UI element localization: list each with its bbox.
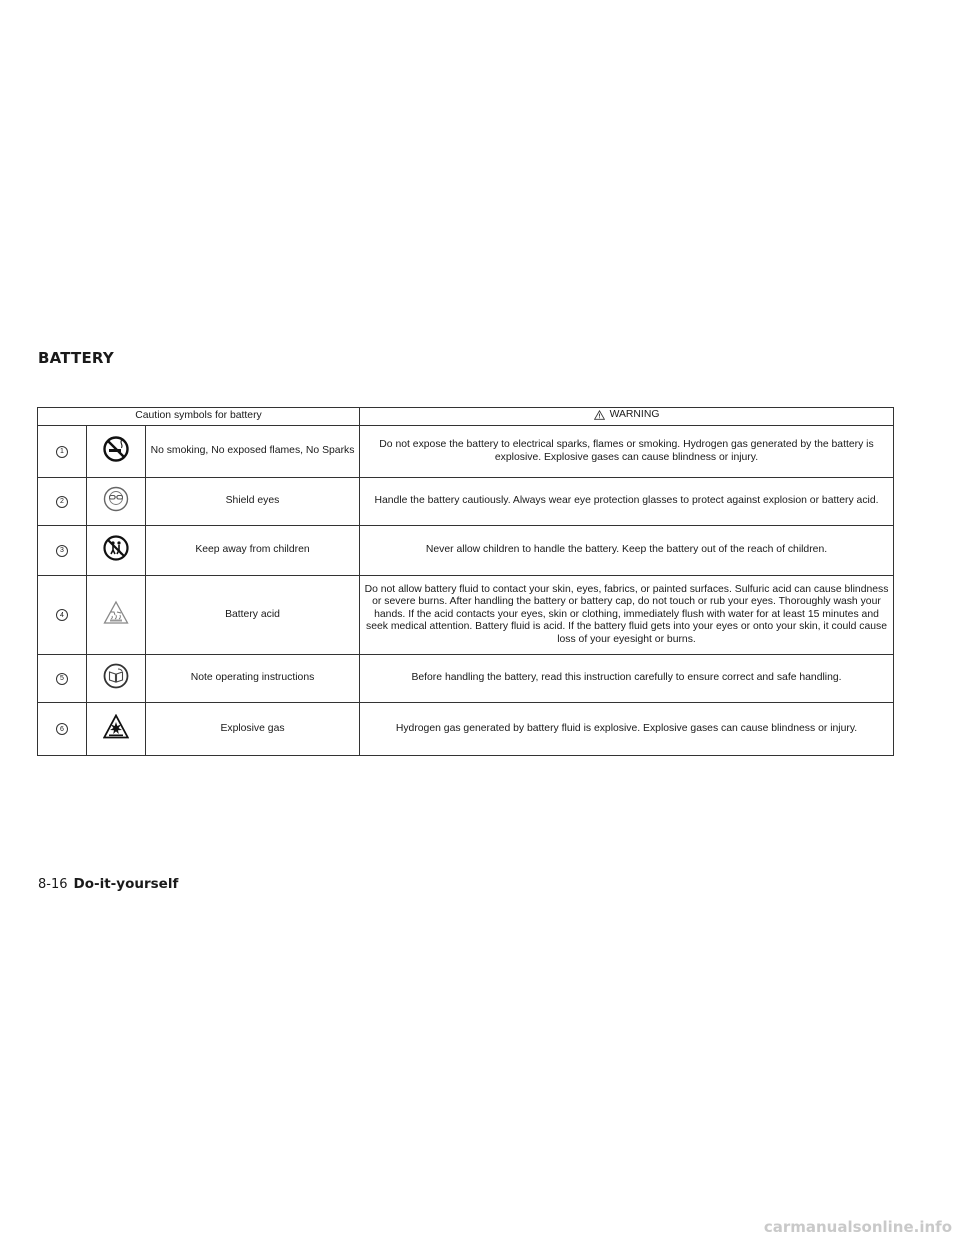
symbol-name: Note operating instructions [146, 655, 360, 703]
warning-triangle-icon [594, 410, 605, 420]
table-row [38, 526, 894, 576]
no-smoking-icon [103, 436, 129, 462]
section-name: Do-it-yourself [73, 876, 179, 892]
warning-text: Hydrogen gas generated by battery fluid is explosive. Explosive gases can cause blindness or injury. [360, 703, 894, 756]
row-number: 4 [56, 609, 68, 621]
table-row [38, 655, 894, 703]
watermark: carmanualsonline.info [763, 1218, 952, 1236]
table-row [38, 703, 894, 756]
warning-text: Handle the battery cautiously. Always wear eye protection glasses to protect against explosion or battery acid. [360, 478, 894, 526]
keep-away-children-icon [103, 535, 129, 561]
table-header-row [38, 408, 894, 426]
page-number: 8-16 [38, 877, 68, 892]
explosive-gas-icon [103, 714, 129, 740]
symbol-name: No smoking, No exposed flames, No Sparks [146, 426, 360, 478]
symbol-name: Shield eyes [146, 478, 360, 526]
operating-instructions-icon [103, 663, 129, 689]
table-row [38, 478, 894, 526]
battery-acid-icon [103, 600, 129, 626]
row-number: 2 [56, 496, 68, 508]
symbol-name: Keep away from children [146, 526, 360, 576]
header-caution-symbols: Caution symbols for battery [38, 408, 360, 426]
page-footer [38, 876, 178, 892]
table-row [38, 426, 894, 478]
symbol-name: Explosive gas [146, 703, 360, 756]
header-warning [360, 408, 894, 426]
symbol-name: Battery acid [146, 576, 360, 655]
warning-text: Before handling the battery, read this instruction carefully to ensure correct and safe handling. [360, 655, 894, 703]
row-number: 5 [56, 673, 68, 685]
eye-protection-icon [103, 486, 129, 512]
section-title: BATTERY [38, 349, 114, 367]
row-number: 3 [56, 545, 68, 557]
warning-text: Never allow children to handle the battery. Keep the battery out of the reach of children. [360, 526, 894, 576]
warning-text: Do not allow battery fluid to contact your skin, eyes, fabrics, or painted surfaces. Sulfuric acid can cause blindness or severe burns. After handling the battery or battery cap, do not touch or rub your eyes. Thoroughly wash your hands. If the acid contacts your eyes, skin or clothing, immediately flush with water for at least 15 minutes and seek medical attention. Battery fluid is acid. If the battery fluid gets into your eyes or onto your skin, it could cause loss of your eyesight or burns. [360, 576, 894, 655]
warning-text: Do not expose the battery to electrical sparks, flames or smoking. Hydrogen gas generated by the battery is explosive. Explosive gases can cause blindness or injury. [360, 426, 894, 478]
caution-symbols-table [37, 407, 894, 756]
warning-label: WARNING [609, 408, 660, 420]
row-number: 1 [56, 446, 68, 458]
row-number: 6 [56, 723, 68, 735]
table-row [38, 576, 894, 655]
